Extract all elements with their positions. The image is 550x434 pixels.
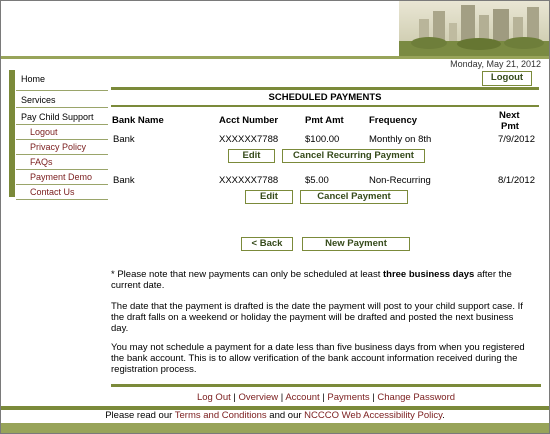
row2-acct-number: XXXXXX7788 — [219, 175, 279, 186]
header-next-pmt-line2: Pmt — [501, 121, 519, 132]
nav-accent-stripe — [9, 70, 15, 197]
header-banner — [1, 1, 549, 56]
footer-links — [111, 392, 541, 403]
header-pmt-amt: Pmt Amt — [305, 115, 344, 126]
row2-frequency: Non-Recurring — [369, 175, 431, 186]
note-draft-date: The date that the payment is drafted is the date the payment will post to your child support case. If the draft falls on a weekend or holiday the payment will be drafted and posted the next business day. — [111, 301, 523, 334]
header-next-pmt-line1: Next — [499, 110, 520, 121]
row1-bank-name: Bank — [113, 134, 135, 145]
nav-faqs[interactable]: FAQs — [16, 155, 108, 170]
footer-top-divider — [111, 384, 541, 387]
terms-link[interactable]: Terms and Conditions — [174, 410, 267, 421]
note-three-business-days: * Please note that new payments can only be scheduled at least three business days after the current date. — [111, 269, 512, 291]
header-acct-number: Acct Number — [219, 115, 279, 126]
row2-bank-name: Bank — [113, 175, 135, 186]
footer-overview-link[interactable]: Overview — [238, 392, 279, 403]
nav-logout[interactable]: Logout — [16, 125, 108, 140]
row2-cancel-payment-button[interactable]: Cancel Payment — [300, 190, 408, 204]
page-title: SCHEDULED PAYMENTS — [268, 92, 382, 103]
footer-account-link[interactable]: Account — [285, 392, 320, 403]
nav-contact-us[interactable]: Contact Us — [16, 185, 108, 200]
footer-change-password-link[interactable]: Change Password — [377, 392, 456, 403]
row1-cancel-recurring-button[interactable]: Cancel Recurring Payment — [282, 149, 425, 163]
footer-separator: | — [280, 392, 284, 403]
nav-pay-child-support[interactable]: Pay Child Support — [16, 110, 108, 125]
city-skyline-image — [399, 1, 549, 56]
footer-separator: | — [233, 392, 236, 403]
row1-edit-button[interactable]: Edit — [228, 149, 275, 163]
footer-separator: | — [372, 392, 375, 403]
nav-payment-demo[interactable]: Payment Demo — [16, 170, 108, 185]
header-bank-name: Bank Name — [112, 115, 164, 126]
nav-home[interactable]: Home — [16, 70, 108, 91]
footer-payments-link[interactable]: Payments — [327, 392, 370, 403]
footer-separator: | — [322, 392, 325, 403]
footer-logout-link[interactable]: Log Out — [196, 392, 231, 403]
nav-privacy-policy[interactable]: Privacy Policy — [16, 140, 108, 155]
row1-acct-number: XXXXXX7788 — [219, 134, 279, 145]
title-divider — [111, 87, 539, 90]
current-date: Monday, May 21, 2012 — [450, 59, 541, 69]
note-five-business-days: You may not schedule a payment for a date less than five business days from when you registered the bank account. This is to allow verification of the bank account information received during the registration process. — [111, 342, 525, 375]
nav-services[interactable]: Services — [16, 93, 108, 108]
row2-pmt-amt: $5.00 — [305, 175, 329, 186]
header-frequency: Frequency — [369, 115, 418, 126]
accessibility-policy-link[interactable]: NCCCO Web Accessibility Policy — [304, 410, 443, 421]
row2-edit-button[interactable]: Edit — [245, 190, 293, 204]
footer-policy-text: Please read our Terms and Conditions and our NCCCO Web Accessibility Policy. — [105, 410, 445, 421]
back-button[interactable]: < Back — [241, 237, 293, 251]
row2-next-pmt: 8/1/2012 — [498, 175, 535, 186]
page-bottom-bar — [1, 423, 549, 433]
row1-pmt-amt: $100.00 — [305, 134, 340, 145]
left-navigation — [16, 70, 108, 200]
logout-button[interactable]: Logout — [482, 71, 532, 86]
row1-frequency: Monthly on 8th — [369, 134, 432, 145]
row1-next-pmt: 7/9/2012 — [498, 134, 535, 145]
table-top-divider — [111, 105, 539, 107]
new-payment-button[interactable]: New Payment — [302, 237, 410, 251]
